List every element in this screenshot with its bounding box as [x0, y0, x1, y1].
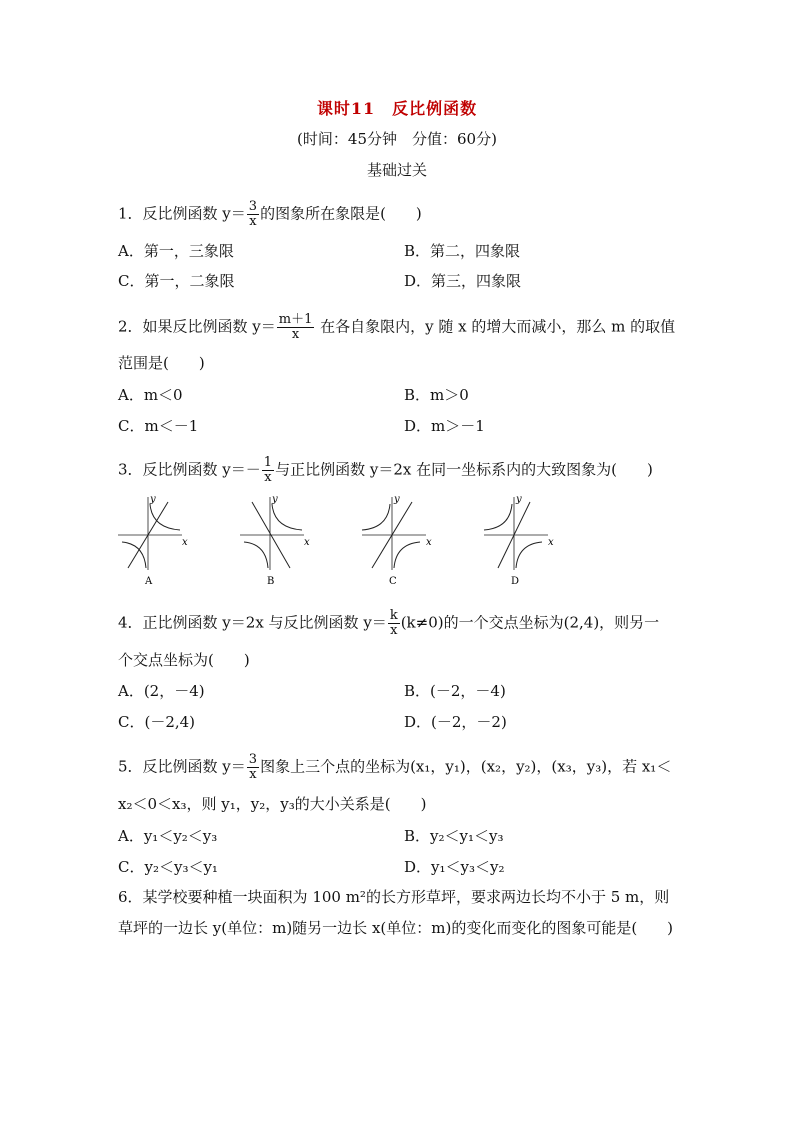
question-5-line-2: x₂＜0＜x₃，则 y₁，y₂，y₃的大小关系是( ) [118, 795, 427, 813]
q2-option-c[interactable]: C．m＜－1 [118, 417, 199, 435]
question-6-line-2: 草坪的一边长 y(单位：m)随另一边长 x(单位：m)的变化而变化的图象可能是( ) [118, 919, 674, 937]
axis-y-label: y [272, 494, 278, 505]
axis-x-label: x [548, 537, 554, 548]
graph-a[interactable] [118, 494, 188, 587]
page-title: 课时11 反比例函数 [316, 99, 478, 118]
q1-option-d[interactable]: D．第三，四象限 [404, 272, 522, 290]
q5-option-b[interactable]: B．y₂＜y₁＜y₃ [404, 827, 504, 845]
q2-option-a[interactable]: A．m＜0 [118, 386, 183, 404]
axis-y-label: y [394, 494, 400, 505]
q5-option-a[interactable]: A．y₁＜y₂＜y₃ [118, 827, 218, 845]
fraction: $\frac{1}{x}$ [263, 455, 273, 485]
fraction: $\frac{3}{x}$ [248, 199, 258, 229]
q2-option-d[interactable]: D．m＞－1 [404, 417, 485, 435]
q5-option-d[interactable]: D．y₁＜y₃＜y₂ [404, 858, 505, 876]
axis-x-label: x [304, 537, 310, 548]
q4-option-b[interactable]: B．(－2，－4) [404, 682, 506, 700]
question-1: 1．反比例函数 y＝ $\frac{3}{x}$ 的图象所在象限是( ) [118, 199, 422, 229]
question-2: 2．如果反比例函数 y＝ $\frac{m+1}{x}$ 在各自象限内，y 随 x 的增大而减小，那么 m 的取值 [118, 312, 676, 342]
graph-label-b: B [267, 576, 275, 587]
graph-b[interactable] [240, 494, 310, 587]
q1-option-c[interactable]: C．第一，二象限 [118, 272, 235, 290]
axis-x-label: x [182, 537, 188, 548]
axis-y-label: y [150, 494, 156, 505]
graph-label-c: C [389, 576, 397, 587]
q4-option-d[interactable]: D．(－2，－2) [404, 713, 507, 731]
graph-c[interactable] [362, 494, 432, 587]
q3-graph-options [112, 492, 554, 588]
q4-option-a[interactable]: A．(2，－4) [118, 682, 205, 700]
axis-x-label: x [426, 537, 432, 548]
q4-option-c[interactable]: C．(－2,4) [118, 713, 196, 731]
question-4: 4．正比例函数 y＝2x 与反比例函数 y＝ $\frac{k}{x}$ (k≠0)的一个交点坐标为(2,4)，则另一 [118, 608, 660, 638]
question-5: 5．反比例函数 y＝ $\frac{3}{x}$ 图象上三个点的坐标为(x₁，y₁)，(x₂，y₂)，(x₃，y₃)，若 x₁＜ [118, 752, 672, 782]
question-3: 3．反比例函数 y＝－ $\frac{1}{x}$ 与正比例函数 y＝2x 在同一坐标系内的大致图象为( ) [118, 455, 653, 485]
graph-d[interactable] [484, 494, 554, 587]
q1-option-b[interactable]: B．第二，四象限 [404, 242, 521, 260]
q5-option-c[interactable]: C．y₂＜y₃＜y₁ [118, 858, 218, 876]
graph-label-d: D [511, 576, 520, 587]
q1-option-a[interactable]: A．第一，三象限 [118, 242, 234, 260]
fraction: $\frac{3}{x}$ [248, 752, 258, 782]
fraction: $\frac{m+1}{x}$ [278, 312, 313, 342]
time-score-info: (时间：45分钟 分值：60分) [297, 130, 497, 148]
question-2-line-2: 范围是( ) [118, 354, 205, 372]
axis-y-label: y [516, 494, 522, 505]
section-heading: 基础过关 [366, 161, 427, 179]
fraction: $\frac{k}{x}$ [389, 608, 398, 638]
question-6: 6．某学校要种植一块面积为 100 m²的长方形草坪，要求两边长均不小于 5 m，则 [118, 888, 670, 906]
question-4-line-2: 个交点坐标为( ) [118, 651, 250, 669]
q2-option-b[interactable]: B．m＞0 [404, 386, 469, 404]
graph-label-a: A [145, 576, 153, 587]
